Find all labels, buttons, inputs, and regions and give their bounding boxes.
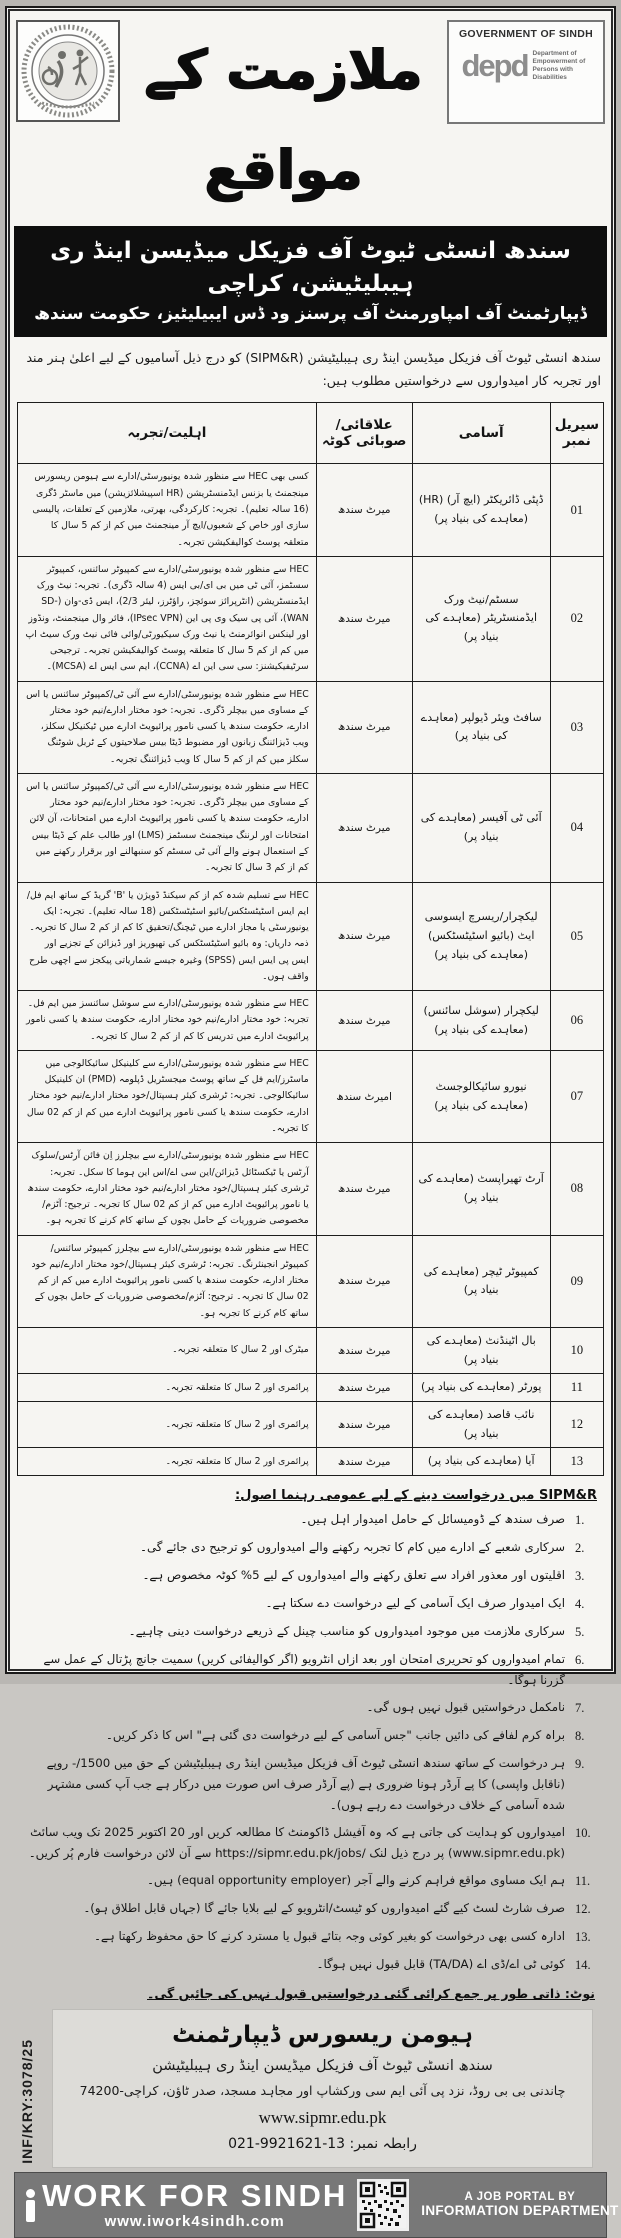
guideline-item: 3. اقلیتوں اور معذور افراد سے تعلق رکھنے والے امیدواروں کے لیے 5% کوٹہ مخصوص ہے۔ xyxy=(142,1568,585,1584)
table-row: 06 لیکچرار (سوشل سائنس) (معاہدے کی بنیاد پر) میرٹ سندھ HEC سے منظور شدہ یونیورسٹی/ادارے سے سوشل سائنسز میں ایم فل۔ تجربہ: خود مختار ادارے/نیم خود مختار ادارے، حکومت سندھ یا کسی نامور پرائیویٹ ادارے میں تدریس کا کم از کم 2 سال کا تجربہ۔ xyxy=(18,991,604,1051)
guideline-item: 2. سرکاری شعبے کے ادارے میں کام کا تجربہ رکھنے والے امیدواروں کو ترجیح دی جائے گی۔ xyxy=(140,1540,585,1556)
phone-number: رابطہ نمبر: 021-9921621-13 xyxy=(228,2136,417,2153)
table-row: 13 آیا (معاہدے کی بنیاد پر) میرٹ سندھ پرائمری اور 2 سال کا متعلقہ تجربہ۔ xyxy=(18,1448,604,1476)
guideline-item: 4. ایک امیدوار صرف ایک آسامی کے لیے درخواست دے سکتا ہے۔ xyxy=(265,1596,585,1612)
guidelines-heading: SIPM&R میں درخواست دینے کے لیے عمومی رہنما اصول: xyxy=(234,1488,597,1504)
govt-logo-box xyxy=(447,20,605,124)
work-for-sindh-label: WORK FOR SINDH xyxy=(42,2178,348,2214)
institute-seal-logo xyxy=(16,20,120,122)
institute-name-footer: سندھ انسٹی ٹیوٹ آف فزیکل میڈیسن اینڈ ری ہیبلیٹیشن xyxy=(152,2057,493,2074)
hr-department-title: ہیومن ریسورس ڈیپارٹمنٹ xyxy=(172,2022,473,2049)
seal-icon xyxy=(22,25,114,117)
guideline-item: 9. ہر درخواست کے ساتھ سندھ انسٹی ٹیوٹ آف فزیکل میڈیسن اینڈ ری ہیبلیٹیشن کے حق میں 1500/- روپے (ناقابل واپسی) کا پے آرڈر ہونا ضروری ہے (پے آرڈر صرف اس صورت میں درکار ہے جب آپ کسی مشتہر شدہ آسامی کے خلاف درخواست دے رہے ہوں)۔ xyxy=(46,1756,585,1813)
guidelines-section xyxy=(14,1482,607,1984)
guideline-item: 8. براہ کرم لفافے کی دائیں جانب "جس آسامی کے لیے درخواست دی گئی ہے" اس کا ذکر کریں۔ xyxy=(105,1728,585,1744)
website-link[interactable]: www.sipmr.edu.pk xyxy=(258,2107,387,2127)
guideline-item: 5. سرکاری ملازمت میں موجود امیدواروں کو مناسب چینل کے ذریعے درخواست دینی چاہیے۔ xyxy=(128,1624,585,1640)
jobs-table xyxy=(17,402,604,1476)
institute-banner xyxy=(14,226,607,337)
table-row: 09 کمپیوٹر ٹیچر (معاہدے کی بنیاد پر) میرٹ سندھ HEC سے منظور شدہ یونیورسٹی/ادارے سے بیچلرز کمپیوٹر سائنس/کمپیوٹر انجینئرنگ۔ تجربہ: ٹرشری کیئر ہسپتال/خود مختار ادارے/نیم خود مختار ادارے، حکومت سندھ یا کسی نامور پرائیویٹ ادارے میں کم از کم 02 سال کا تجربہ۔ ترجیح: آٹزم/مخصوصی ضروریات کے حامل بچوں کے ساتھ کام کرنے کا تجربہ ہو۔ xyxy=(18,1235,604,1327)
person-icon xyxy=(25,2189,36,2222)
table-row: 05 لیکچرار/ریسرچ ایسوسی ایٹ (بائیو اسٹیٹسٹکس) (معاہدے کی بنیاد پر) میرٹ سندھ HEC سے تسلیم شدہ کم از کم سیکنڈ ڈویژن یا 'B' گریڈ کے ساتھ ایم فل/ایم ایس اسٹیٹسٹکس/بائیو اسٹیٹسٹکس (18 سالہ تعلیم)۔ تجربہ: ایک یونیورسٹی یا مجاز ادارے میں ٹیچنگ/تحقیق کا کم از کم 2 سال کا تجربہ۔ ذمہ داریاں: وہ بائیو اسٹیٹسٹکس کی تھیوریز اور ڈیزائن کے تجزیے اور ایس پی ایس ایس (SPSS) وغیرہ جیسے شماریاتی پیکجز سے اچھی طرح واقف ہوں۔ xyxy=(18,882,604,991)
table-header-row xyxy=(18,403,604,464)
table-row: 11 پورٹر (معاہدے کی بنیاد پر) میرٹ سندھ پرائمری اور 2 سال کا متعلقہ تجربہ۔ xyxy=(18,1374,604,1402)
portal-caption xyxy=(421,2191,618,2218)
guideline-item: 14. کوئی ٹی اے/ڈی اے (TA/DA) قابل قبول نہیں ہوگا۔ xyxy=(316,1957,591,1973)
note-line: نوٹ: ذاتی طور پر جمع کرائی گئی درخواستیں قبول نہیں کی جائیں گی۔ xyxy=(147,1986,595,2002)
guideline-item: 10. امیدواروں کو ہدایت کی جاتی ہے کہ وہ آفیشل ڈاکومنٹ کا مطالعہ کریں اور 20 اکتوبر 2025 تک ویب سائٹ (www.sipmr.edu.pk) پر درج ذیل لنک /https://sipmr.edu.pk/jobs سے آن لائن درخواست فارم پُر کریں۔ xyxy=(28,1825,591,1861)
iwork4sindh-banner xyxy=(14,2172,619,2238)
depd-logo: depd xyxy=(461,48,528,84)
govt-of-sindh-label: GOVERNMENT OF SINDH xyxy=(458,28,594,40)
header-quota: علاقائی/صوبائی کوٹہ xyxy=(316,403,412,464)
table-row: 08 آرٹ تھیراپسٹ (معاہدے کی بنیاد پر) میرٹ سندھ HEC سے منظور شدہ یونیورسٹی/ادارے سے بیچلرز اِن فائن آرٹس/سلوک آرٹس یا ٹیکسٹائل ڈیزائن/این سی اے/اس این ہوما کا سکل۔ تجربہ: ٹرشری کیئر ہسپتال/خود مختار ادارے/نیم خود مختار ادارے، حکومت سندھ یا نامور پرائیویٹ ادارے میں کم از کم 02 سال کا تجربہ۔ ترجیح: آٹزم/مخصوصی ضروریات کے حامل بچوں کے ساتھ کام کرنے کا تجربہ ہو۔ xyxy=(18,1143,604,1235)
guideline-item: 7. نامکمل درخواستیں قبول نہیں ہوں گی۔ xyxy=(366,1700,585,1716)
guideline-item: 12. صرف شارٹ لسٹ کیے گئے امیدواروں کو ٹیسٹ/انٹرویو کے لیے بلایا جائے گا (جہاں قابل اطلاق ہو)۔ xyxy=(83,1901,591,1917)
table-row: 02 سسٹم/نیٹ ورک ایڈمنسٹریٹر (معاہدے کی بنیاد پر) میرٹ سندھ HEC سے منظور شدہ یونیورسٹی/ادارے سے کمپیوٹر سائنس، کمپیوٹر سسٹمز، آئی ٹی میں بی ای/بی ایس (4 سالہ ڈگری)۔ تجربہ: نیٹ ورک ایڈمنسٹریشن (انٹرپرائز سوئچز، راؤٹرز، لیئر 2/3)، ایس ڈی-وان (SD-WAN)، آئی پی سیک وی پی این (IPsec VPN)، فائر وال مینجمنٹ، ونڈوز اور لینکس انوائرمنٹ یا نیٹ ورک سیکیورٹی/وائی فائی نیٹ ورک سیٹ اپ میں کم از کم 5 سال کا متعلقہ پوسٹ کوالیفکیشن تجربہ۔ ترجیحی سرٹیفیکیشنز: سی سی این اے (CCNA)، ایم سی ایس اے (MCSA)۔ xyxy=(18,556,604,681)
table-row: 01 ڈپٹی ڈائریکٹر (ایچ آر) (HR) (معاہدے کی بنیاد پر) میرٹ سندھ کسی بھی HEC سے منظور شدہ یونیورسٹی/ادارے سے ہیومن ریسورس مینجمنٹ یا بزنس ایڈمنسٹریشن (HR اسپیشلائزیشن) میں ماسٹر ڈگری (16 سالہ تعلیم)۔ تجربہ: کارکردگی، بھرتی، ملازمین کے تعلقات، پالیسی سازی اور خاص کے شعبوں/ایچ آر مینجمنٹ میں کم از کم 5 سال کا متعلقہ پوسٹ کوالیفکیشن تجربہ۔ xyxy=(18,464,604,556)
guideline-item: 6. تمام امیدواروں کو تحریری امتحان اور بعد ازاں انٹرویو (اگر کوالیفائی کریں) سمیت جانچ پڑتال کے عمل سے گزرنا ہوگا۔ xyxy=(43,1652,585,1688)
ad-frame xyxy=(5,6,619,2230)
depd-department-name: Department of Empowerment of Persons with Disabilities xyxy=(532,50,586,82)
table-row: 04 آئی ٹی آفیسر (معاہدے کی بنیاد پر) میرٹ سندھ HEC سے منظور شدہ یونیورسٹی/ادارے سے آئی ٹی/کمپیوٹر سائنس یا اس کے مساوی میں بیچلر ڈگری۔ تجربہ: خود مختار ادارے/نیم خود مختار ادارے، حکومت سندھ یا کسی نامور پرائیویٹ ادارے میں امتحانات، آن لائن امتحانات اور لرننگ مینجمنٹ سسٹمز (LMS) اور طالب علم کے ڈیٹا بیس کے استعمال ہونے والے آئی ٹی سسٹم کو سنبھالنے اور برقرار رکھنے میں کم از کم 3 سال کا تجربہ۔ xyxy=(18,773,604,882)
header-position: آسامی xyxy=(412,403,550,464)
guideline-item: 13. ادارہ کسی بھی درخواست کو بغیر کوئی وجہ بتائے قبول یا مسترد کرنے کا حق محفوظ رکھتا ہے۔ xyxy=(93,1929,591,1945)
intro-paragraph: سندھ انسٹی ٹیوٹ آف فزیکل میڈیسن اینڈ ری ہیبلیٹیشن (SIPM&R) کو درج ذیل آسامیوں کے لیے اعلیٰ ہنر مند اور تجربہ کار امیدواروں سے درخواستیں مطلوب ہیں: xyxy=(26,350,601,389)
header-serial: سیریل نمبر xyxy=(550,403,603,464)
work-for-sindh-logo xyxy=(25,2180,347,2230)
portal-line2: INFORMATION DEPARTMENT xyxy=(421,2203,619,2219)
top-header xyxy=(14,16,607,226)
guideline-item: 11. ہم ایک مساوی مواقع فراہم کرنے والے آجر (equal opportunity employer) ہیں۔ xyxy=(146,1873,591,1889)
footer-area xyxy=(14,2007,607,2172)
header-eligibility: اہلیت/تجربہ xyxy=(18,403,317,464)
portal-line1: A JOB PORTAL BY xyxy=(464,2191,576,2204)
department-name: ڈیپارٹمنٹ آف امپاورمنٹ آف پرسنز ود ڈس ایبیلیٹیز، حکومت سندھ xyxy=(34,303,587,324)
table-row: 12 نائب قاصد (معاہدے کی بنیاد پر) میرٹ سندھ پرائمری اور 2 سال کا متعلقہ تجربہ۔ xyxy=(18,1401,604,1447)
inf-number: INF/KRY:3078/25 xyxy=(19,2039,35,2164)
qr-code xyxy=(357,2179,409,2231)
guideline-item: 1. صرف سندھ کے ڈومیسائل کے حامل امیدوار اہل ہیں۔ xyxy=(300,1512,585,1528)
page-title: ملازمت کے مواقع xyxy=(144,38,423,201)
address: چاندنی بی بی روڈ، نزد پی آئی ایم سی ورکشاپ اور مجاہد مسجد، صدر ٹاؤن، کراچی-74200 xyxy=(79,2082,566,2098)
table-row: 03 سافٹ ویئر ڈیولپر (معاہدے کی بنیاد پر) میرٹ سندھ HEC سے منظور شدہ یونیورسٹی/ادارے سے آئی ٹی/کمپیوٹر سائنس یا اس کے مساوی میں بیچلر ڈگری۔ تجربہ: خود مختار ادارے/نیم خود مختار ادارے، حکومت سندھ یا کسی نامور پرائیویٹ ادارے میں ٹیکنیکل سکلز، ویب ڈیزائننگ زبانوں اور مضبوط ڈیٹا بیس صلاحیتوں کے ٹربل شوٹنگ سکلز میں کم از کم 5 سال کا ویب ڈیزائننگ تجربہ۔ xyxy=(18,681,604,773)
table-row: 07 نیورو سائیکالوجسٹ (معاہدے کی بنیاد پر) امیرٹ سندھ HEC سے منظور شدہ یونیورسٹی/ادارے سے کلینیکل سائیکالوجی میں ماسٹرز/ایم فل کے ساتھ پوسٹ میجسٹریل ڈپلومہ (PMD) ان کلینیکل سائیکالوجی۔ تجربہ: ٹرشری کیئر ہسپتال/خود مختار ادارے/نیم خود مختار ادارے، حکومت سندھ یا کسی نامور پرائیویٹ ادارے میں کم از کم 02 سال کا تجربہ۔ xyxy=(18,1050,604,1142)
institute-name: سندھ انسٹی ٹیوٹ آف فزیکل میڈیسن اینڈ ری ہیبلیٹیشن، کراچی xyxy=(50,238,571,298)
iwork4sindh-url[interactable]: www.iwork4sindh.com xyxy=(104,2212,285,2230)
contact-box xyxy=(52,2009,593,2168)
table-row: 10 بال اٹینڈنٹ (معاہدے کی بنیاد پر) میرٹ سندھ میٹرک اور 2 سال کا متعلقہ تجربہ۔ xyxy=(18,1327,604,1373)
